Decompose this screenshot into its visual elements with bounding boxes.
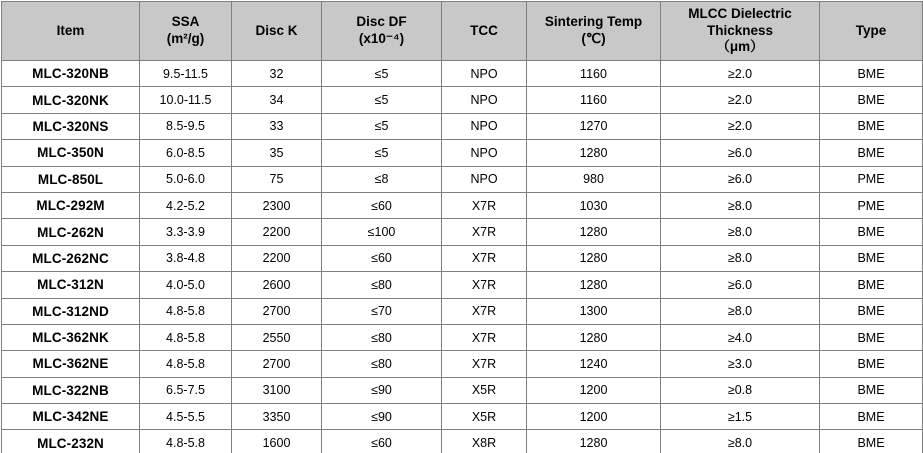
cell-thickness: ≥0.8 (661, 377, 820, 403)
column-header-item (2, 2, 140, 61)
table-row (2, 430, 923, 453)
table-row (2, 351, 923, 377)
cell-disc-df: ≤80 (322, 272, 442, 298)
table-row (2, 140, 923, 166)
cell-disc-k: 2700 (232, 298, 322, 324)
table-row (2, 87, 923, 113)
cell-sintering-temp: 1280 (527, 219, 661, 245)
cell-ssa: 4.8-5.8 (140, 351, 232, 377)
cell-tcc: NPO (442, 87, 527, 113)
cell-disc-k: 3350 (232, 404, 322, 430)
column-header-tcc-line1: TCC (470, 22, 498, 38)
cell-tcc: X7R (442, 324, 527, 350)
cell-type: BME (820, 245, 923, 271)
cell-ssa: 10.0-11.5 (140, 87, 232, 113)
column-header-thickness-line1: MLCC Dielectric (688, 5, 792, 21)
column-header-mlcc-dielectric-thickness (661, 2, 820, 61)
cell-type: BME (820, 87, 923, 113)
column-header-thickness-line2: Thickness (706, 22, 774, 38)
cell-type: PME (820, 192, 923, 218)
cell-disc-df: ≤100 (322, 219, 442, 245)
cell-type: BME (820, 404, 923, 430)
cell-tcc: X7R (442, 245, 527, 271)
cell-sintering-temp: 1280 (527, 140, 661, 166)
table-row (2, 192, 923, 218)
cell-ssa: 6.5-7.5 (140, 377, 232, 403)
cell-item: MLC-262NC (2, 245, 140, 271)
cell-item: MLC-350N (2, 140, 140, 166)
cell-type: BME (820, 140, 923, 166)
column-header-ssa-line2: (m²/g) (166, 31, 205, 46)
cell-item: MLC-322NB (2, 377, 140, 403)
cell-item: MLC-362NK (2, 324, 140, 350)
cell-ssa: 8.5-9.5 (140, 113, 232, 139)
column-header-disc-df (322, 2, 442, 61)
cell-disc-k: 2200 (232, 219, 322, 245)
cell-item: MLC-362NE (2, 351, 140, 377)
cell-thickness: ≥2.0 (661, 87, 820, 113)
cell-type: BME (820, 430, 923, 453)
cell-thickness: ≥8.0 (661, 298, 820, 324)
cell-disc-df: ≤5 (322, 113, 442, 139)
cell-ssa: 4.0-5.0 (140, 272, 232, 298)
table-row (2, 113, 923, 139)
table-row (2, 298, 923, 324)
cell-thickness: ≥2.0 (661, 113, 820, 139)
table-row (2, 166, 923, 192)
cell-item: MLC-342NE (2, 404, 140, 430)
column-header-ssa-line1: SSA (171, 14, 200, 30)
column-header-disc-df-line2: (x10⁻⁴) (358, 31, 405, 46)
cell-type: PME (820, 166, 923, 192)
cell-disc-k: 33 (232, 113, 322, 139)
cell-sintering-temp: 1240 (527, 351, 661, 377)
column-header-sintering-temp (527, 2, 661, 61)
cell-type: BME (820, 351, 923, 377)
cell-ssa: 3.3-3.9 (140, 219, 232, 245)
column-header-disc-k-line1: Disc K (255, 22, 298, 38)
ceramic-powder-spec-table (1, 1, 923, 453)
cell-type: BME (820, 377, 923, 403)
cell-item: MLC-312ND (2, 298, 140, 324)
cell-sintering-temp: 1030 (527, 192, 661, 218)
cell-disc-df: ≤5 (322, 87, 442, 113)
column-header-disc-df-line1: Disc DF (356, 14, 407, 30)
column-header-tcc (442, 2, 527, 61)
cell-disc-k: 32 (232, 61, 322, 87)
column-header-type (820, 2, 923, 61)
cell-type: BME (820, 298, 923, 324)
cell-ssa: 4.5-5.5 (140, 404, 232, 430)
cell-disc-k: 2600 (232, 272, 322, 298)
cell-disc-k: 2700 (232, 351, 322, 377)
cell-tcc: X7R (442, 351, 527, 377)
table-header (2, 2, 923, 61)
cell-sintering-temp: 1280 (527, 324, 661, 350)
cell-tcc: X8R (442, 430, 527, 453)
cell-sintering-temp: 980 (527, 166, 661, 192)
header-row (2, 2, 923, 61)
cell-disc-k: 2300 (232, 192, 322, 218)
cell-thickness: ≥8.0 (661, 430, 820, 453)
cell-tcc: X7R (442, 192, 527, 218)
cell-sintering-temp: 1160 (527, 61, 661, 87)
table-row (2, 61, 923, 87)
cell-disc-k: 2200 (232, 245, 322, 271)
cell-ssa: 9.5-11.5 (140, 61, 232, 87)
cell-ssa: 3.8-4.8 (140, 245, 232, 271)
cell-ssa: 4.8-5.8 (140, 430, 232, 453)
cell-item: MLC-320NB (2, 61, 140, 87)
cell-disc-df: ≤70 (322, 298, 442, 324)
table-row (2, 272, 923, 298)
cell-disc-df: ≤90 (322, 404, 442, 430)
cell-disc-k: 35 (232, 140, 322, 166)
column-header-sintering-temp-line1: Sintering Temp (544, 14, 643, 30)
cell-disc-df: ≤8 (322, 166, 442, 192)
column-header-ssa (140, 2, 232, 61)
cell-thickness: ≥8.0 (661, 219, 820, 245)
cell-tcc: X7R (442, 219, 527, 245)
cell-thickness: ≥6.0 (661, 166, 820, 192)
table-body (2, 61, 923, 453)
cell-thickness: ≥8.0 (661, 245, 820, 271)
cell-sintering-temp: 1280 (527, 272, 661, 298)
column-header-sintering-temp-line2: (℃) (581, 31, 606, 46)
table-row (2, 245, 923, 271)
cell-tcc: X7R (442, 272, 527, 298)
cell-type: BME (820, 113, 923, 139)
column-header-disc-k (232, 2, 322, 61)
cell-tcc: X5R (442, 404, 527, 430)
cell-type: BME (820, 272, 923, 298)
cell-item: MLC-232N (2, 430, 140, 453)
cell-tcc: NPO (442, 140, 527, 166)
column-header-thickness-line3: （μm） (716, 39, 764, 55)
cell-thickness: ≥6.0 (661, 140, 820, 166)
cell-thickness: ≥3.0 (661, 351, 820, 377)
cell-ssa: 5.0-6.0 (140, 166, 232, 192)
cell-thickness: ≥1.5 (661, 404, 820, 430)
cell-tcc: NPO (442, 61, 527, 87)
cell-item: MLC-292M (2, 192, 140, 218)
cell-sintering-temp: 1160 (527, 87, 661, 113)
cell-item: MLC-312N (2, 272, 140, 298)
cell-item: MLC-320NS (2, 113, 140, 139)
table-row (2, 404, 923, 430)
cell-sintering-temp: 1300 (527, 298, 661, 324)
cell-tcc: X7R (442, 298, 527, 324)
cell-tcc: X5R (442, 377, 527, 403)
cell-sintering-temp: 1200 (527, 377, 661, 403)
cell-disc-df: ≤80 (322, 324, 442, 350)
cell-tcc: NPO (442, 166, 527, 192)
cell-sintering-temp: 1200 (527, 404, 661, 430)
cell-item: MLC-850L (2, 166, 140, 192)
cell-disc-df: ≤60 (322, 430, 442, 453)
cell-ssa: 6.0-8.5 (140, 140, 232, 166)
cell-disc-df: ≤60 (322, 245, 442, 271)
cell-tcc: NPO (442, 113, 527, 139)
table-row (2, 377, 923, 403)
cell-disc-k: 3100 (232, 377, 322, 403)
cell-thickness: ≥2.0 (661, 61, 820, 87)
cell-type: BME (820, 61, 923, 87)
cell-disc-df: ≤5 (322, 61, 442, 87)
table-row (2, 324, 923, 350)
cell-disc-df: ≤60 (322, 192, 442, 218)
cell-disc-k: 34 (232, 87, 322, 113)
cell-disc-df: ≤80 (322, 351, 442, 377)
cell-thickness: ≥8.0 (661, 192, 820, 218)
column-header-type-line1: Type (855, 22, 887, 38)
cell-type: BME (820, 219, 923, 245)
cell-sintering-temp: 1270 (527, 113, 661, 139)
cell-disc-k: 75 (232, 166, 322, 192)
cell-disc-k: 2550 (232, 324, 322, 350)
cell-sintering-temp: 1280 (527, 245, 661, 271)
table-row (2, 219, 923, 245)
cell-thickness: ≥4.0 (661, 324, 820, 350)
column-header-item-line1: Item (56, 22, 85, 38)
cell-type: BME (820, 324, 923, 350)
cell-item: MLC-262N (2, 219, 140, 245)
cell-disc-k: 1600 (232, 430, 322, 453)
cell-disc-df: ≤90 (322, 377, 442, 403)
cell-ssa: 4.2-5.2 (140, 192, 232, 218)
cell-ssa: 4.8-5.8 (140, 324, 232, 350)
cell-thickness: ≥6.0 (661, 272, 820, 298)
cell-item: MLC-320NK (2, 87, 140, 113)
cell-ssa: 4.8-5.8 (140, 298, 232, 324)
cell-disc-df: ≤5 (322, 140, 442, 166)
cell-sintering-temp: 1280 (527, 430, 661, 453)
